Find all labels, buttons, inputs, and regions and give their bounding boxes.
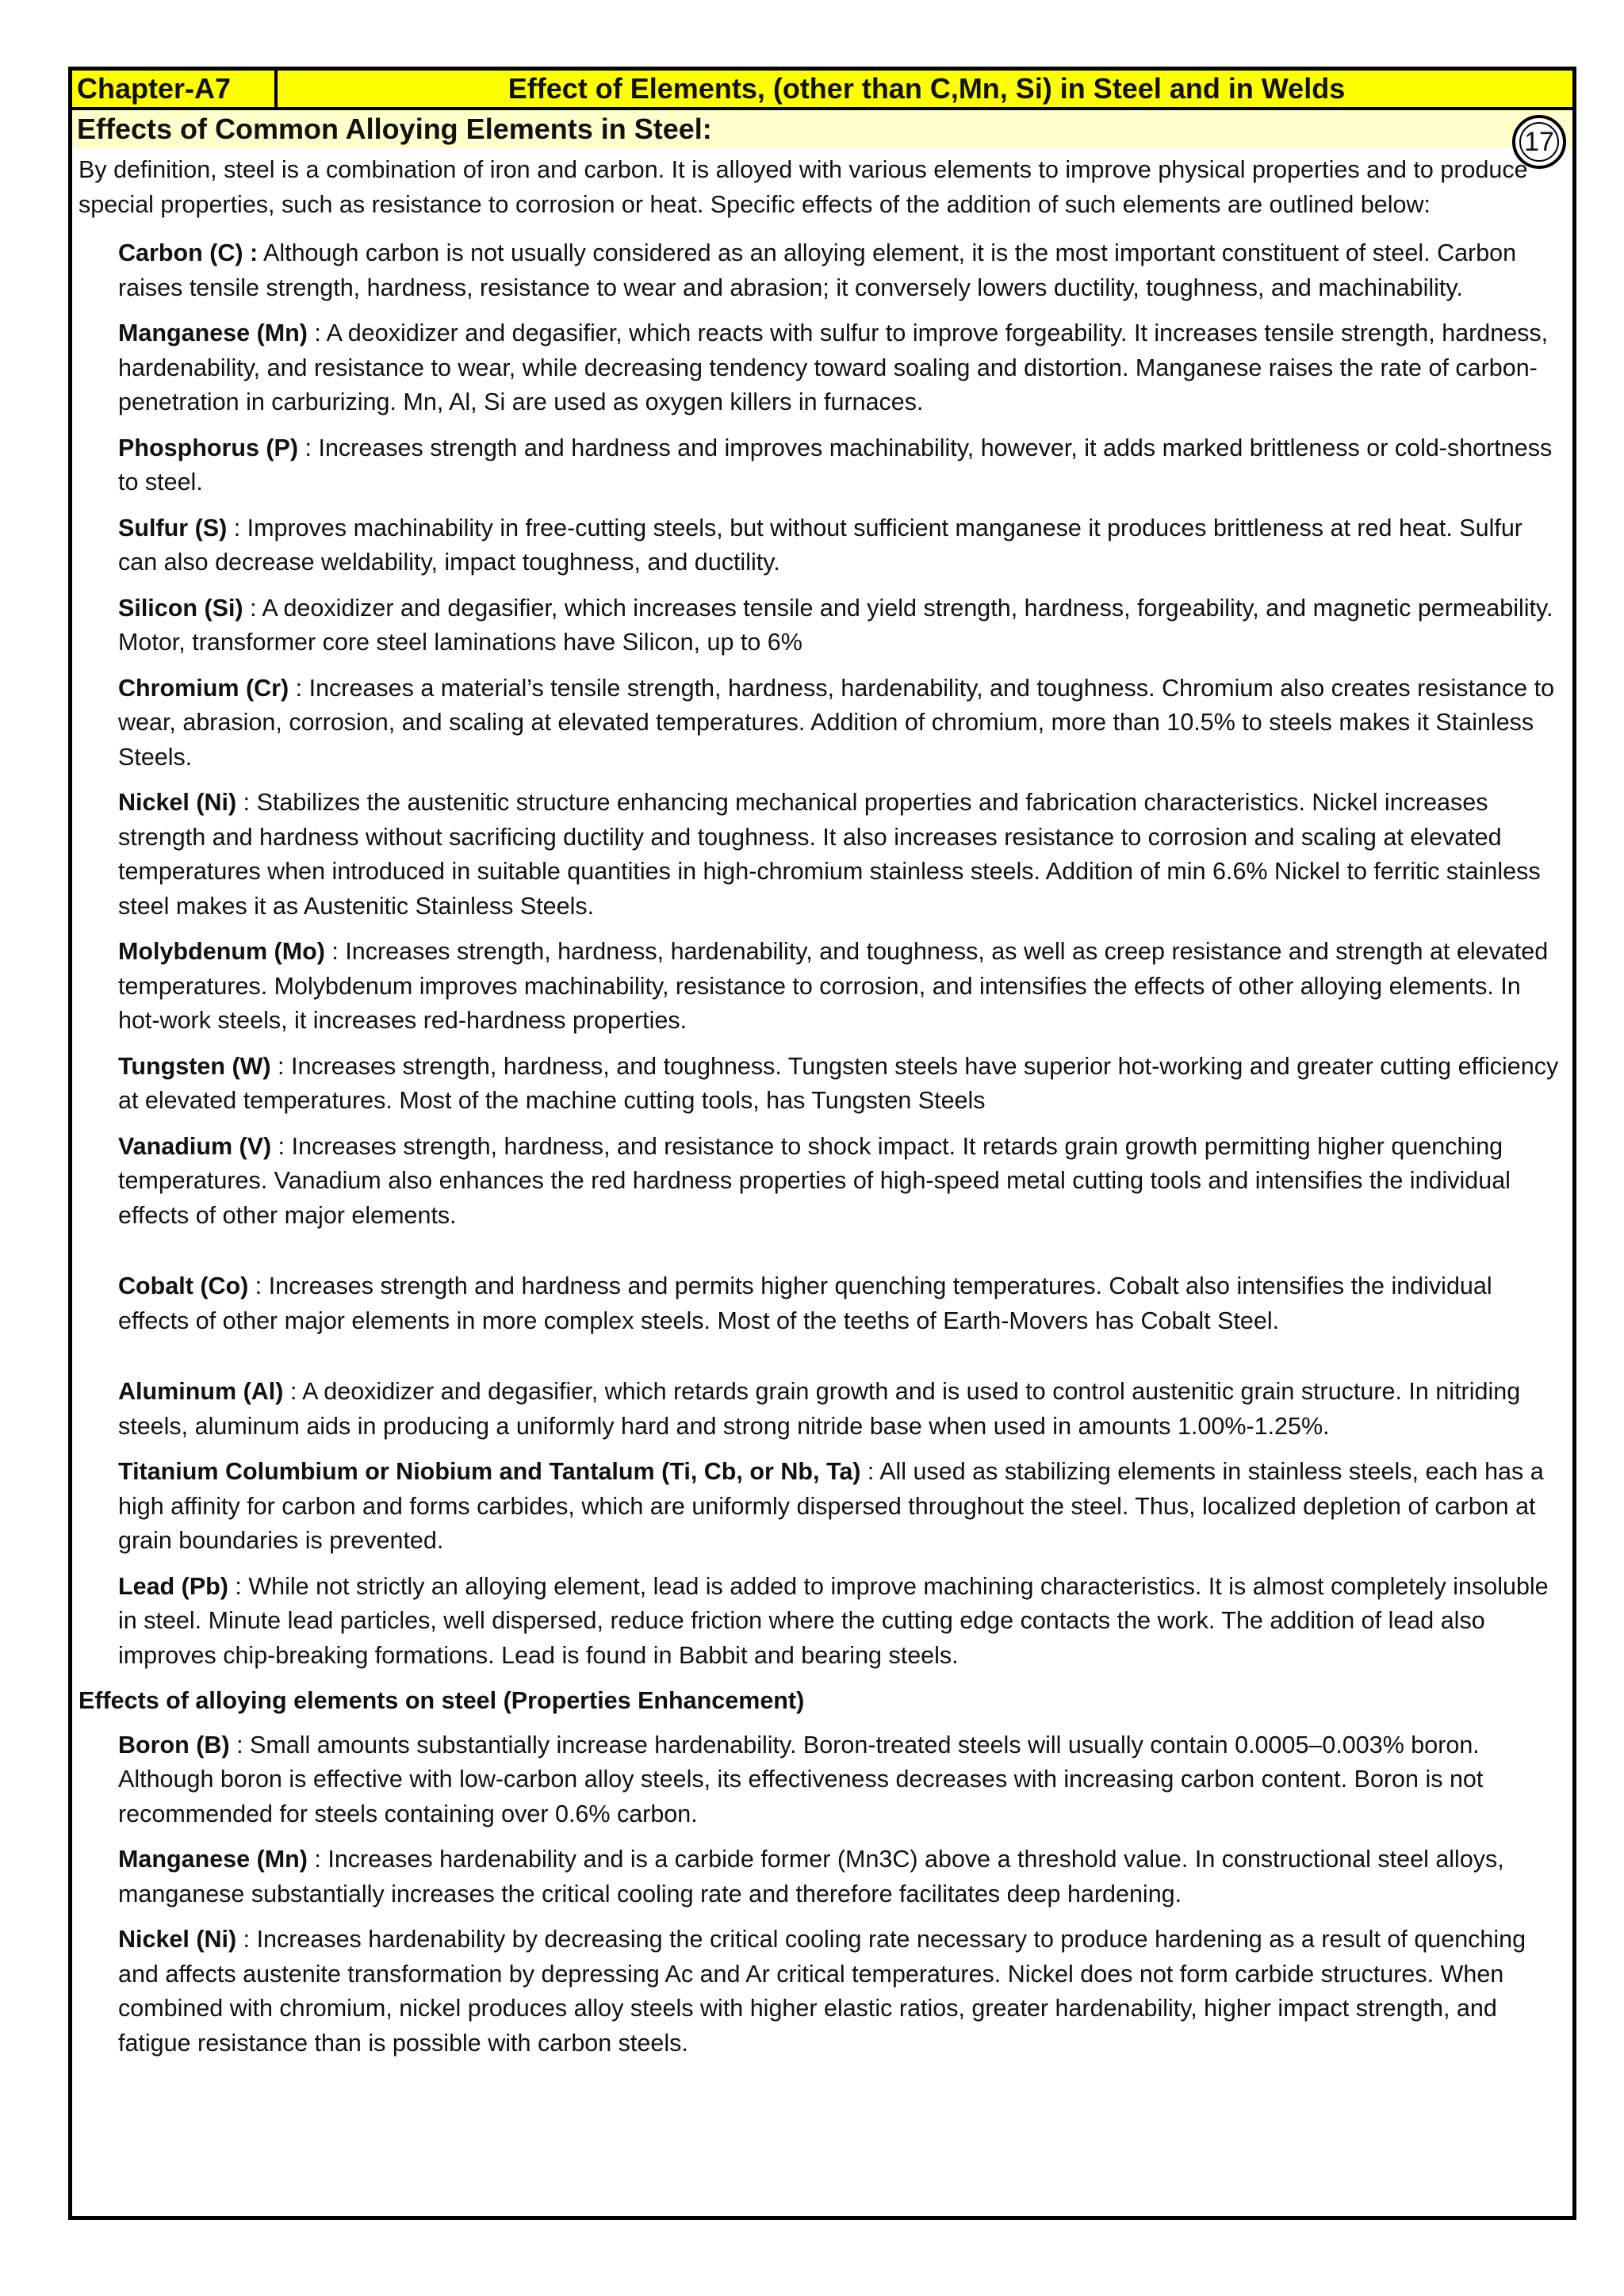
element-description: : Increases strength and hardness and permits higher quenching temperatures. Cobalt also intensifies the individual effects of other major elements in more complex steels. Most of the teeths of Earth-Movers has Cobalt Steel. — [118, 1272, 1492, 1334]
element-entry-chromium — [118, 672, 1565, 775]
element-description: : Increases hardenability and is a carbide former (Mn3C) above a threshold value. In constructional steel alloys, manganese substantially increases the critical cooling rate and therefore facilitates deep hardening. — [118, 1846, 1504, 1908]
element-entry-vanadium — [118, 1130, 1565, 1234]
section-heading — [72, 110, 1572, 148]
intro-paragraph: By definition, steel is a combination of iron and carbon. It is alloyed with various elements to improve physical properties and to produce special properties, such as resistance to corrosion or heat. Specific effects of the addition of such elements are outlined below: — [79, 156, 1528, 218]
page-frame — [68, 67, 1576, 2220]
element-entry-phosphorus — [118, 431, 1565, 500]
element-description: : Increases a material’s tensile strength, hardness, hardenability, and toughness. Chromium also creates resistance to wear, abrasion, corrosion, and scaling at elevated temperatures. Addition of chromium, more than 10.5% to steels makes it Stainless Steels. — [118, 674, 1555, 771]
chapter-title: Effect of Elements, (other than C,Mn, Si) in Steel and in Welds — [508, 72, 1346, 105]
element-description: : Increases strength, hardness, and toughness. Tungsten steels have superior hot-working and greater cutting efficiency at elevated temperatures. Most of the machine cutting tools, has Tungsten Steels — [118, 1052, 1559, 1114]
properties-section-title: Effects of alloying elements on steel (Properties Enhancement) — [79, 1687, 805, 1714]
property-entry-nickel — [118, 1923, 1565, 2061]
element-name: Boron (B) — [118, 1731, 230, 1758]
element-description: : Stabilizes the austenitic structure enhancing mechanical properties and fabrication characteristics. Nickel increases strength and hardness without sacrificing ductility and toughness. It also increases resistance to corrosion and scaling at elevated temperatures when introduced in suitable quantities in high-chromium stainless steels. Addition of min 6.6% Nickel to ferritic stainless steel makes it as Austenitic Stainless Steels. — [118, 789, 1541, 920]
element-description: : A deoxidizer and degasifier, which reacts with sulfur to improve forgeability. It increases tensile strength, hardness, hardenability, and resistance to wear, while decreasing tendency toward soaling and distortion. Manganese raises the rate of carbon-penetration in carburizing. Mn, Al, Si are used as oxygen killers in furnaces. — [118, 320, 1549, 415]
element-name: Cobalt (Co) — [118, 1272, 249, 1299]
element-name: Manganese (Mn) — [118, 1846, 308, 1873]
element-name: Tungsten (W) — [118, 1052, 271, 1080]
element-entry-lead — [118, 1570, 1565, 1674]
element-name: Manganese (Mn) — [118, 320, 308, 346]
property-entry-boron — [118, 1728, 1565, 1832]
element-description: : While not strictly an alloying element, lead is added to improve machining characteristics. It is almost completely insoluble in steel. Minute lead particles, well dispersed, reduce friction where the cutting edge contacts the work. The addition of lead also improves chip-breaking formations. Lead is found in Babbit and bearing steels. — [118, 1572, 1549, 1669]
element-entry-tungsten — [118, 1050, 1565, 1119]
page-number-badge: 17 — [1512, 115, 1566, 169]
element-description: : Increases hardenability by decreasing the critical cooling rate necessary to produce hardening as a result of quenching and affects austenite transformation by depressing Ac and Ar critical temperatures. Nickel does not form carbide structures. When combined with chromium, nickel produces alloy steels with higher elastic ratios, greater hardenability, higher impact strength, and fatigue resistance than is possible with carbon steels. — [118, 1926, 1526, 2057]
chapter-label: Chapter-A7 — [72, 71, 278, 107]
element-entry-manganese — [118, 316, 1565, 420]
element-name: Phosphorus (P) — [118, 434, 299, 461]
element-name: Vanadium (V) — [118, 1132, 272, 1160]
element-description: : Increases strength and hardness and improves machinability, however, it adds marked brittleness or cold-shortness to steel. — [118, 434, 1553, 496]
element-name: Aluminum (Al) — [118, 1378, 284, 1405]
element-description: : A deoxidizer and degasifier, which retards grain growth and is used to control austenitic grain structure. In nitriding steels, aluminum aids in producing a uniformly hard and strong nitride base when used in amounts 1.00%-1.25%. — [118, 1378, 1521, 1440]
element-entry-aluminum — [118, 1375, 1565, 1444]
element-description: : All used as stabilizing elements in stainless steels, each has a high affinity for carbon and forms carbides, which are uniformly dispersed throughout the steel. Thus, localized depletion of carbon at grain boundaries is prevented. — [118, 1458, 1544, 1554]
property-entry-manganese — [118, 1843, 1565, 1911]
element-entry-sulfur — [118, 511, 1565, 580]
chapter-header — [72, 71, 1572, 110]
document-body — [79, 153, 1565, 2072]
element-name: Nickel (Ni) — [118, 789, 237, 816]
element-name: Sulfur (S) — [118, 514, 228, 541]
element-description: : Increases strength, hardness, and resistance to shock impact. It retards grain growth permitting higher quenching temperatures. Vanadium also enhances the red hardness properties of high-speed metal cutting tools and intensifies the individual effects of other major elements. — [118, 1132, 1511, 1229]
element-name: Chromium (Cr) — [118, 674, 289, 702]
element-name: Nickel (Ni) — [118, 1926, 237, 1953]
element-entry-molybdenum — [118, 935, 1565, 1039]
element-entry-carbon — [118, 236, 1565, 305]
element-description: : Small amounts substantially increase hardenability. Boron-treated steels will usually contain 0.0005–0.003% boron. Although boron is effective with low-carbon alloy steels, its effectiveness decreases with increasing carbon content. Boron is not recommended for steels containing over 0.6% carbon. — [118, 1731, 1484, 1827]
element-entry-titanium-group — [118, 1455, 1565, 1559]
element-entry-silicon — [118, 591, 1565, 660]
element-entry-nickel — [118, 786, 1565, 924]
element-name: Molybdenum (Mo) — [118, 938, 325, 965]
section-heading-text: Effects of Common Alloying Elements in Steel: — [77, 113, 712, 145]
element-description: : Increases strength, hardness, hardenability, and toughness, as well as creep resistance and strength at elevated temperatures. Molybdenum improves machinability, resistance to corrosion, and intensifies the effects of other alloying elements. In hot-work steels, it increases red-hardness properties. — [118, 938, 1549, 1034]
element-name: Carbon (C) : — [118, 239, 259, 266]
element-description: : A deoxidizer and degasifier, which increases tensile and yield strength, hardness, forgeability, and magnetic permeability. Motor, transformer core steel laminations have Silicon, up to 6% — [118, 594, 1553, 656]
element-name: Titanium Columbium or Niobium and Tantalum (Ti, Cb, or Nb, Ta) — [118, 1458, 861, 1485]
element-name: Lead (Pb) — [118, 1572, 228, 1600]
element-entry-cobalt — [118, 1269, 1565, 1338]
element-name: Silicon (Si) — [118, 594, 243, 622]
element-description: Although carbon is not usually considered as an alloying element, it is the most important constituent of steel. Carbon raises tensile strength, hardness, resistance to wear and abrasion; it conversely lowers ductility, toughness, and machinability. — [118, 239, 1517, 301]
element-description: : Improves machinability in free-cutting steels, but without sufficient manganese it produces brittleness at red heat. Sulfur can also decrease weldability, impact toughness, and ductility. — [118, 514, 1522, 576]
